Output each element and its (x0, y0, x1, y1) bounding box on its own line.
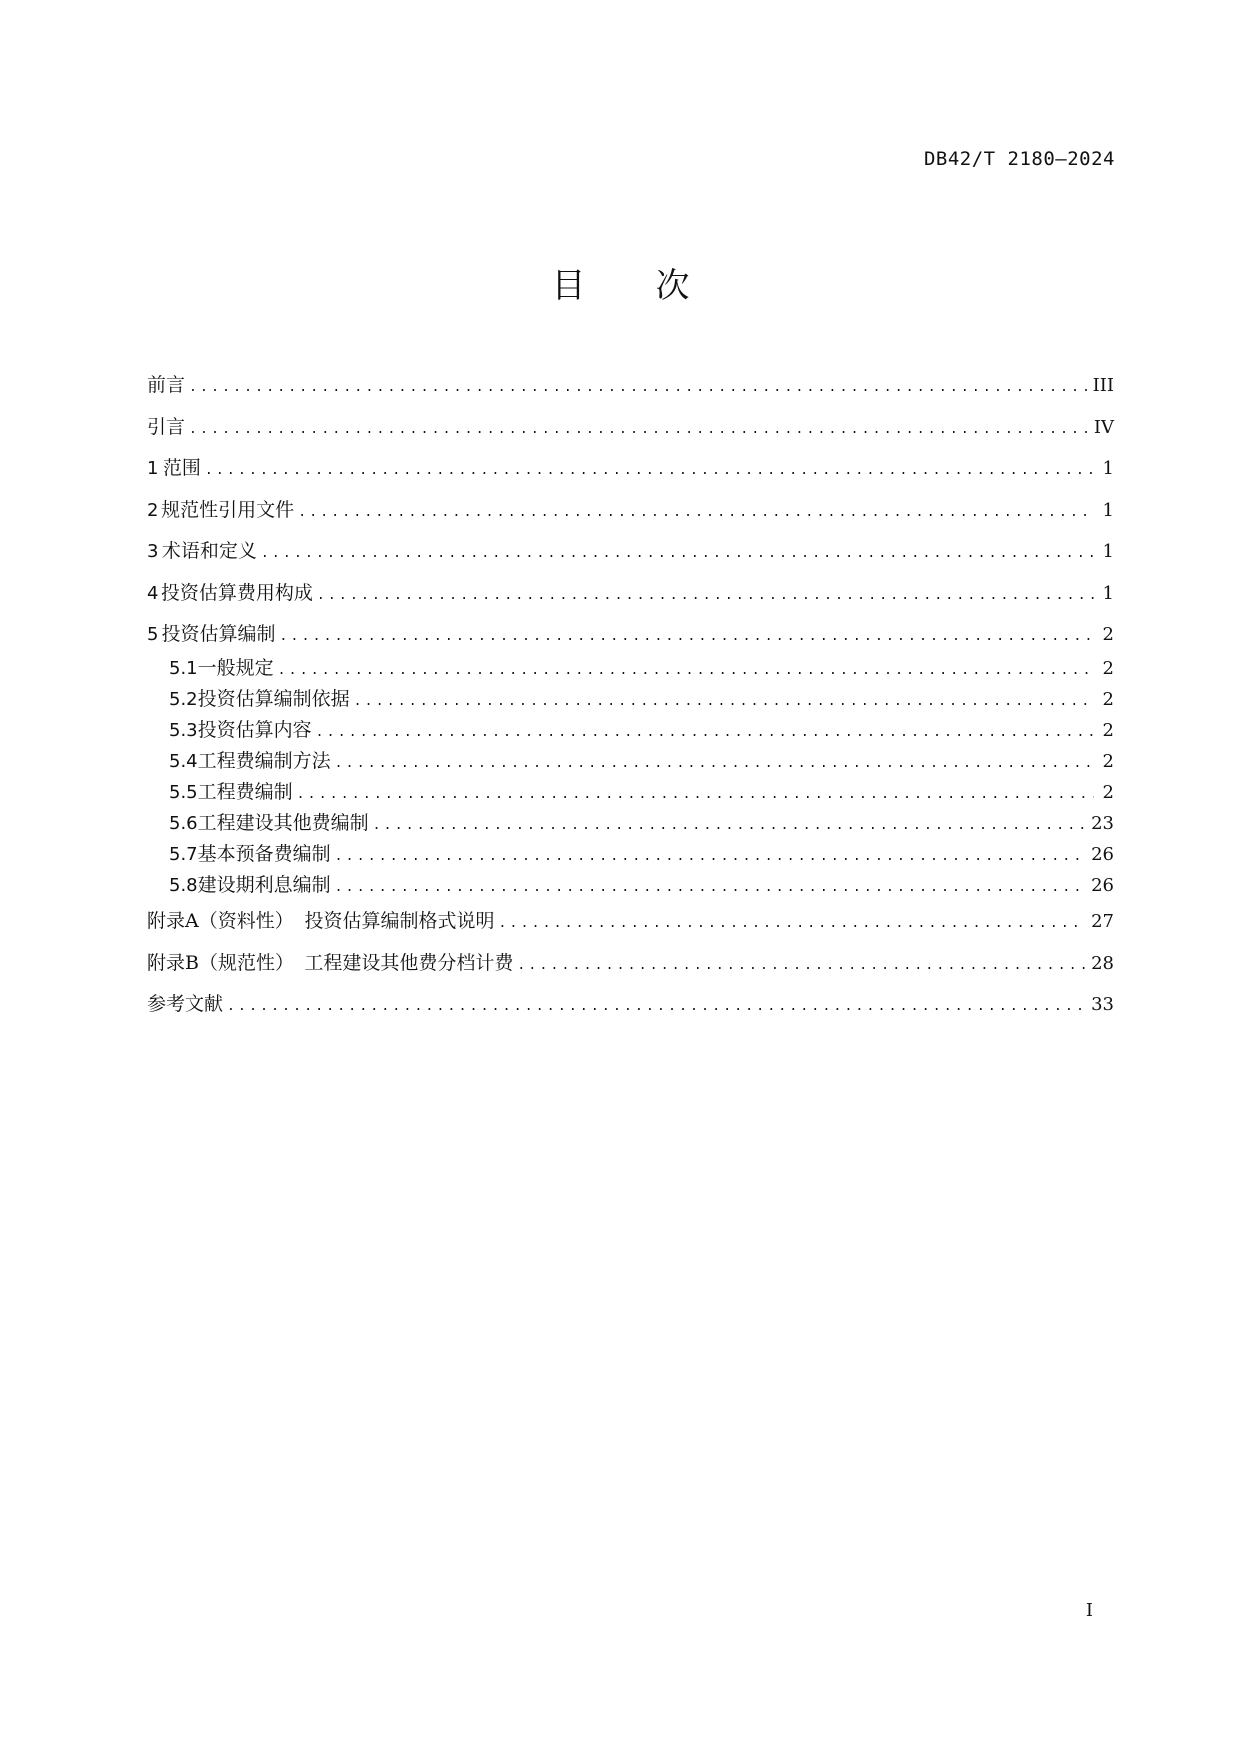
toc-section-number: 5.6 (169, 813, 198, 834)
toc-entry-5-2[interactable] (147, 686, 1114, 717)
toc-entry-appendix-a[interactable] (147, 908, 1114, 950)
toc-entry-label: 前言 (147, 374, 186, 396)
toc-entry-label: 参考文献 (147, 993, 224, 1015)
toc-entry-foreword[interactable] (147, 372, 1114, 414)
toc-leader-dots (317, 583, 1094, 609)
toc-appendix-label: 附录B（规范性） (147, 951, 294, 974)
toc-section-number: 2 (147, 499, 159, 521)
toc-section-number: 5.4 (169, 751, 198, 772)
toc-entry-label: 投资估算内容 (197, 719, 312, 741)
toc-entry-5-1[interactable] (147, 655, 1114, 686)
toc-entry-5-4[interactable] (147, 748, 1114, 779)
toc-page-number: 28 (1091, 952, 1114, 974)
toc-entry-label: 规范性引用文件 (161, 498, 295, 521)
toc-entry-label: 工程费编制方法 (197, 750, 331, 772)
toc-leader-dots (354, 689, 1094, 715)
toc-page-number: 2 (1102, 689, 1114, 710)
toc-leader-dots (227, 994, 1085, 1020)
toc-section-number: 5.5 (169, 782, 198, 803)
toc-entry-label: 工程建设其他费分档计费 (304, 951, 514, 974)
toc-leader-dots (499, 911, 1086, 937)
toc-entry-label: 工程费编制 (197, 781, 293, 803)
toc-page-number: 1 (1102, 582, 1114, 604)
toc-leader-dots (316, 720, 1094, 746)
toc-entry-introduction[interactable] (147, 414, 1114, 456)
toc-leader-dots (278, 658, 1094, 684)
toc-entry-4[interactable] (147, 580, 1114, 622)
toc-entry-label: 投资估算编制 (161, 623, 276, 645)
toc-entry-5-3[interactable] (147, 717, 1114, 748)
toc-page-number: III (1092, 375, 1114, 396)
toc-entry-5[interactable] (147, 621, 1114, 655)
table-of-contents (147, 372, 1114, 1033)
toc-leader-dots (335, 844, 1085, 870)
toc-page-number: IV (1093, 416, 1114, 438)
toc-section-number: 5.7 (169, 844, 198, 865)
toc-leader-dots (280, 624, 1094, 650)
toc-appendix-label: 附录A（资料性） (147, 910, 294, 932)
toc-entry-appendix-b[interactable] (147, 950, 1114, 992)
toc-entry-2[interactable] (147, 497, 1114, 539)
toc-entry-5-5[interactable] (147, 779, 1114, 810)
toc-section-number: 5.8 (169, 875, 198, 896)
toc-section-number: 5.1 (169, 658, 198, 679)
toc-page-number: 1 (1102, 499, 1114, 521)
toc-leader-dots (373, 813, 1085, 839)
toc-entry-label: 基本预备费编制 (197, 843, 331, 865)
toc-leader-dots (298, 500, 1094, 526)
toc-page-number: 2 (1102, 720, 1114, 741)
page-number: I (1085, 1600, 1093, 1621)
toc-entry-label: 引言 (147, 415, 186, 438)
toc-page-number: 2 (1102, 751, 1114, 772)
toc-entry-5-8[interactable] (147, 872, 1114, 908)
toc-leader-dots (335, 751, 1094, 777)
toc-entry-label: 范围 (162, 457, 201, 479)
toc-page-number: 26 (1091, 844, 1114, 865)
toc-page-number: 23 (1091, 813, 1114, 834)
toc-entry-label: 术语和定义 (161, 540, 257, 562)
toc-leader-dots (189, 417, 1088, 443)
toc-page-number: 26 (1091, 875, 1114, 896)
toc-page-number: 27 (1091, 911, 1114, 932)
toc-leader-dots (335, 875, 1085, 901)
toc-page-number: 2 (1102, 624, 1114, 645)
toc-page-number: 33 (1091, 994, 1114, 1015)
toc-entry-5-6[interactable] (147, 810, 1114, 841)
toc-entry-1[interactable] (147, 455, 1114, 497)
page-title: 目次 (551, 266, 760, 306)
toc-section-number: 1 (147, 458, 159, 479)
toc-entry-label: 投资估算编制依据 (197, 688, 350, 710)
toc-section-number: 3 (147, 541, 159, 562)
toc-leader-dots (297, 782, 1094, 808)
toc-leader-dots (205, 458, 1094, 484)
toc-page-number: 1 (1102, 458, 1114, 479)
toc-leader-dots (261, 541, 1094, 567)
toc-section-number: 5.3 (169, 720, 198, 741)
toc-section-number: 4 (147, 582, 159, 604)
toc-page-number: 1 (1102, 541, 1114, 562)
toc-entry-label: 工程建设其他费编制 (197, 812, 369, 834)
document-code: DB42/T 2180—2024 (923, 148, 1115, 170)
toc-entry-label: 建设期利息编制 (197, 874, 331, 896)
toc-entry-3[interactable] (147, 538, 1114, 580)
toc-page-number: 2 (1102, 782, 1114, 803)
toc-entry-label: 一般规定 (197, 657, 274, 679)
toc-section-number: 5 (147, 624, 159, 645)
toc-section-number: 5.2 (169, 689, 198, 710)
toc-leader-dots (189, 375, 1087, 401)
toc-entry-label: 投资估算编制格式说明 (304, 910, 495, 932)
toc-entry-5-7[interactable] (147, 841, 1114, 872)
toc-entry-references[interactable] (147, 991, 1114, 1033)
toc-leader-dots (517, 953, 1085, 979)
toc-page-number: 2 (1102, 658, 1114, 679)
toc-entry-label: 投资估算费用构成 (160, 581, 313, 604)
